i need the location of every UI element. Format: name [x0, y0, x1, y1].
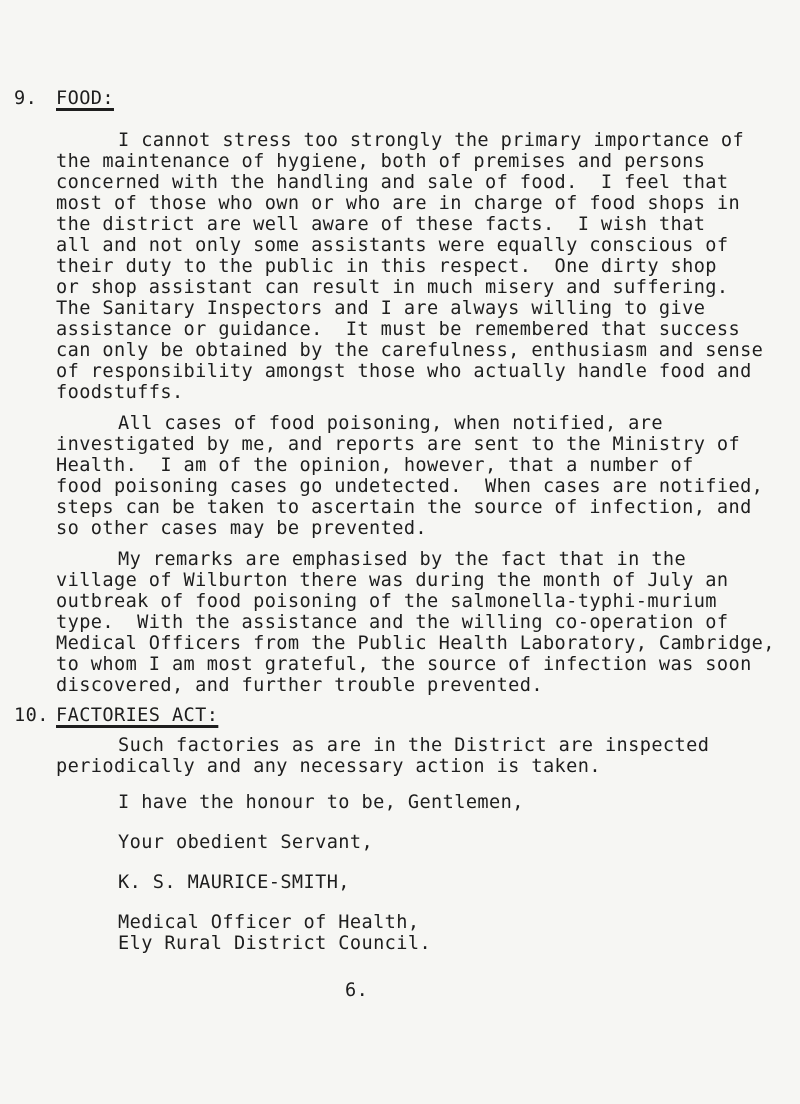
text-line: The Sanitary Inspectors and I are always willing to give: [56, 298, 706, 319]
text-line: investigated by me, and reports are sent to the Ministry of: [56, 434, 741, 455]
text-line: so other cases may be prevented.: [56, 518, 428, 539]
text-line: assistance or guidance. It must be remembered that success: [56, 319, 741, 340]
text-line: the district are well aware of these facts. I wish that: [56, 214, 706, 235]
signatory-title: Medical Officer of Health,: [118, 912, 420, 933]
text-line: Medical Officers from the Public Health Laboratory, Cambridge,: [56, 633, 775, 654]
text-line: concerned with the handling and sale of food. I feel that: [56, 172, 729, 193]
section-heading: FACTORIES ACT:: [56, 705, 219, 726]
text-line: to whom I am most grateful, the source of infection was soon: [56, 654, 752, 675]
text-line: or shop assistant can result in much misery and suffering.: [56, 277, 729, 298]
text-line: their duty to the public in this respect. One dirty shop: [56, 256, 717, 277]
text-line: type. With the assistance and the willing co-operation of: [56, 612, 729, 633]
text-line: discovered, and further trouble prevented.: [56, 675, 543, 696]
text-line: steps can be taken to ascertain the source of infection, and: [56, 497, 752, 518]
text-line: Such factories as are in the District are inspected: [118, 735, 710, 756]
signatory-council: Ely Rural District Council.: [118, 933, 432, 954]
signatory-name: K. S. MAURICE-SMITH,: [118, 872, 350, 893]
text-line: My remarks are emphasised by the fact that in the: [118, 549, 687, 570]
text-line: I cannot stress too strongly the primary importance of: [118, 130, 745, 151]
text-line: periodically and any necessary action is taken.: [56, 756, 601, 777]
page-number: 6.: [345, 980, 369, 1001]
section-heading: FOOD:: [56, 88, 114, 109]
text-line: can only be obtained by the carefulness, enthusiasm and sense: [56, 340, 764, 361]
text-line: the maintenance of hygiene, both of premises and persons: [56, 151, 706, 172]
text-line: All cases of food poisoning, when notified, are: [118, 413, 663, 434]
section-number: 9.: [14, 88, 38, 109]
text-line: Health. I am of the opinion, however, that a number of: [56, 455, 694, 476]
salutation: I have the honour to be, Gentlemen,: [118, 792, 524, 813]
valediction: Your obedient Servant,: [118, 832, 374, 853]
text-line: most of those who own or who are in charge of food shops in: [56, 193, 741, 214]
text-line: foodstuffs.: [56, 382, 184, 403]
text-line: food poisoning cases go undetected. When cases are notified,: [56, 476, 764, 497]
text-line: all and not only some assistants were equally conscious of: [56, 235, 729, 256]
text-line: village of Wilburton there was during the month of July an: [56, 570, 729, 591]
section-number: 10.: [14, 705, 49, 726]
text-line: outbreak of food poisoning of the salmonella-typhi-murium: [56, 591, 717, 612]
text-line: of responsibility amongst those who actually handle food and: [56, 361, 752, 382]
